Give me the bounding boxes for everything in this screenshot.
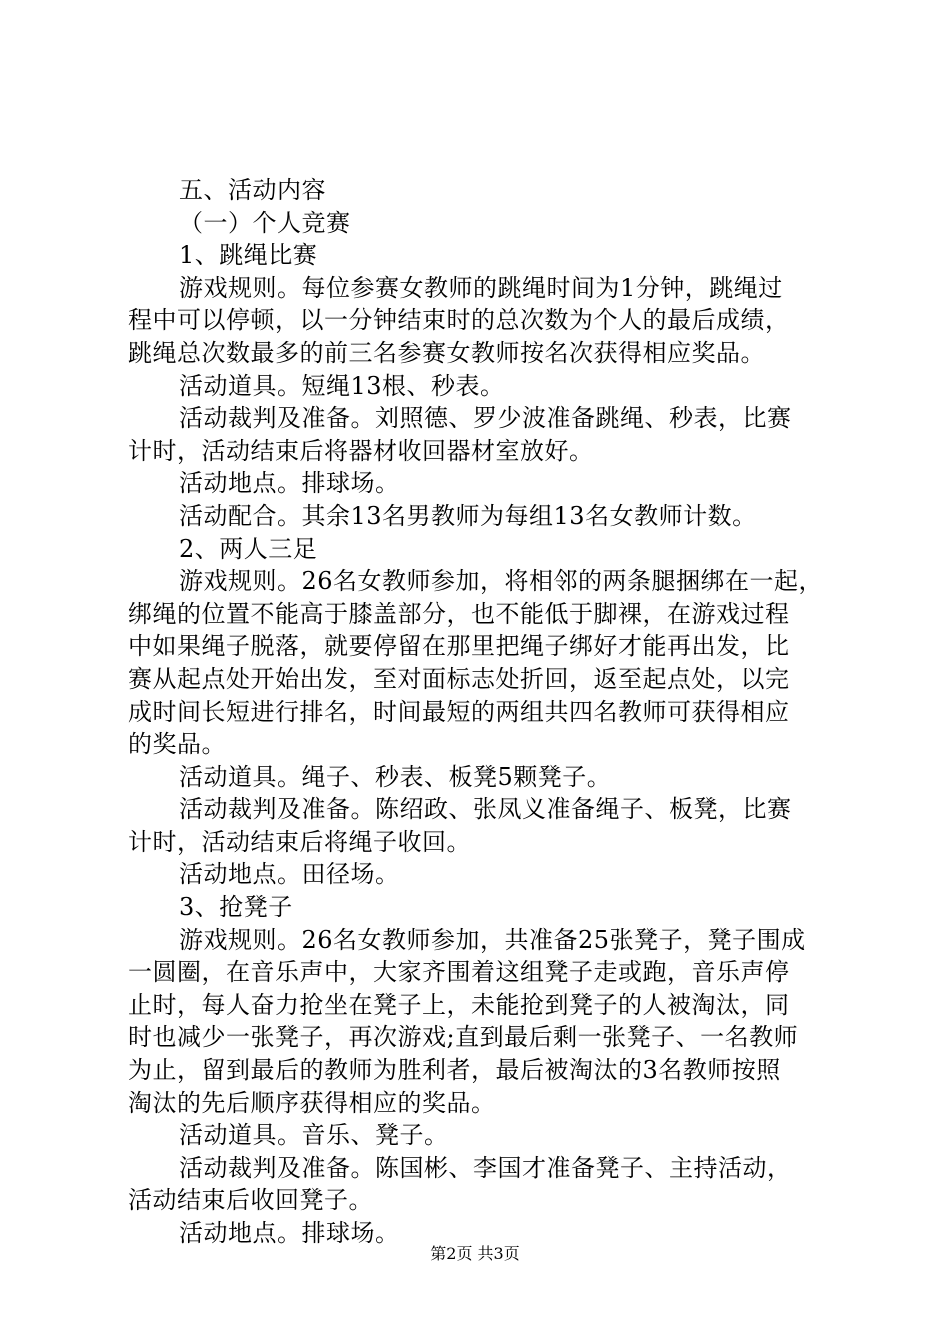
line-23: 3、抢凳子 bbox=[179, 893, 293, 922]
line-18: 的奖品。 bbox=[128, 730, 226, 759]
line-17: 成时间长短进行排名，时间最短的两组共四名教师可获得相应 bbox=[128, 697, 790, 726]
line-24: 游戏规则。26名女教师参加，共准备25张凳子，凳子围成 bbox=[179, 925, 806, 954]
line-30: 活动道具。音乐、凳子。 bbox=[179, 1121, 449, 1150]
line-13: 游戏规则。26名女教师参加，将相邻的两条腿捆绑在一起， bbox=[179, 567, 824, 596]
line-1: 五、活动内容 bbox=[179, 176, 326, 204]
line-4: 游戏规则。每位参赛女教师的跳绳时间为1分钟，跳绳过 bbox=[179, 273, 783, 302]
line-16: 赛从起点处开始出发，至对面标志处折回，返至起点处，以完 bbox=[128, 664, 790, 693]
line-7: 活动道具。短绳13根、秒表。 bbox=[179, 371, 505, 400]
line-32: 活动结束后收回凳子。 bbox=[128, 1186, 373, 1215]
line-15: 中如果绳子脱落，就要停留在那里把绳子绑好才能再出发，比 bbox=[128, 632, 790, 661]
page-footer: 第2页 共3页 bbox=[430, 1244, 520, 1263]
line-2: （一）个人竞赛 bbox=[179, 208, 351, 237]
line-12: 2、两人三足 bbox=[179, 534, 318, 563]
line-25: 一圆圈，在音乐声中，大家齐围着这组凳子走或跑，音乐声停 bbox=[128, 958, 790, 987]
line-28: 为止，留到最后的教师为胜利者，最后被淘汰的3名教师按照 bbox=[128, 1056, 781, 1085]
line-19: 活动道具。绳子、秒表、板凳5颗凳子。 bbox=[179, 762, 612, 791]
line-31: 活动裁判及准备。陈国彬、李国才准备凳子、主持活动， bbox=[179, 1153, 792, 1182]
line-14: 绑绳的位置不能高于膝盖部分，也不能低于脚裸，在游戏过程 bbox=[128, 599, 790, 628]
line-29: 淘汰的先后顺序获得相应的奖品。 bbox=[128, 1088, 496, 1117]
line-20: 活动裁判及准备。陈绍政、张凤义准备绳子、板凳，比赛 bbox=[179, 795, 792, 824]
line-11: 活动配合。其余13名男教师为每组13名女教师计数。 bbox=[179, 501, 757, 530]
line-6: 跳绳总次数最多的前三名参赛女教师按名次获得相应奖品。 bbox=[128, 338, 765, 367]
line-8: 活动裁判及准备。刘照德、罗少波准备跳绳、秒表，比赛 bbox=[179, 404, 792, 433]
document-body bbox=[128, 174, 828, 1250]
line-21: 计时，活动结束后将绳子收回。 bbox=[128, 827, 471, 856]
line-33: 活动地点。排球场。 bbox=[179, 1219, 400, 1247]
line-10: 活动地点。排球场。 bbox=[179, 469, 400, 498]
line-5: 程中可以停顿，以一分钟结束时的总次数为个人的最后成绩， bbox=[128, 306, 790, 335]
line-27: 时也减少一张凳子，再次游戏;直到最后剩一张凳子、一名教师 bbox=[128, 1023, 799, 1052]
line-9: 计时，活动结束后将器材收回器材室放好。 bbox=[128, 436, 594, 465]
line-26: 止时，每人奋力抢坐在凳子上，未能抢到凳子的人被淘汰，同 bbox=[128, 990, 790, 1019]
line-3: 1、跳绳比赛 bbox=[179, 241, 318, 270]
line-22: 活动地点。田径场。 bbox=[179, 860, 400, 889]
